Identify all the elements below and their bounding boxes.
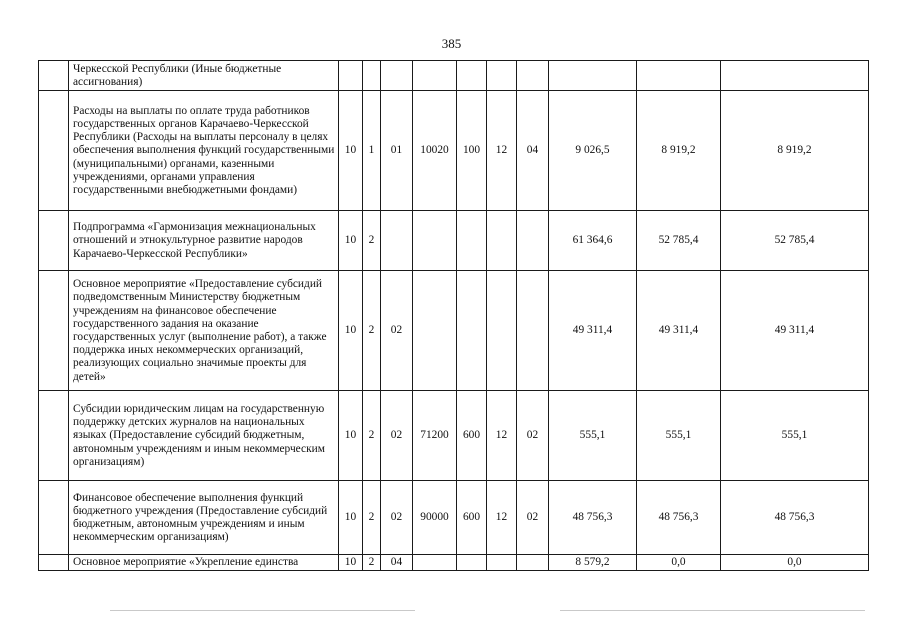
code-cell: 1 [363, 91, 381, 211]
code-cell: 100 [457, 91, 487, 211]
row-marker-cell [39, 555, 69, 571]
code-cell: 2 [363, 391, 381, 481]
amount-cell: 0,0 [721, 555, 869, 571]
code-cell [413, 61, 457, 91]
code-cell [413, 211, 457, 271]
table-row [39, 391, 869, 481]
row-marker-cell [39, 61, 69, 91]
code-cell [339, 61, 363, 91]
code-cell: 2 [363, 481, 381, 555]
code-cell: 600 [457, 391, 487, 481]
code-cell: 12 [487, 91, 517, 211]
description-cell: Субсидии юридическим лицам на государственную поддержку детских журналов на национальных языках (Предоставление субсидий бюджетным, автономным учреждениям и иным некоммерческим организациям) [69, 391, 339, 481]
amount-cell [721, 61, 869, 91]
amount-cell: 52 785,4 [637, 211, 721, 271]
amount-cell: 48 756,3 [637, 481, 721, 555]
code-cell: 2 [363, 211, 381, 271]
code-cell [457, 211, 487, 271]
code-cell: 10 [339, 91, 363, 211]
description-cell: Финансовое обеспечение выполнения функций бюджетного учреждения (Предоставление субсидий бюджетным, автономным учреждениям и иным некоммерческим организациям) [69, 481, 339, 555]
description-cell: Основное мероприятие «Укрепление единства [69, 555, 339, 571]
code-cell: 02 [517, 481, 549, 555]
description-cell: Подпрограмма «Гармонизация межнациональных отношений и этнокультурное развитие народов Карачаево-Черкесской Республики» [69, 211, 339, 271]
amount-cell: 8 919,2 [721, 91, 869, 211]
amount-cell: 0,0 [637, 555, 721, 571]
amount-cell: 9 026,5 [549, 91, 637, 211]
code-cell: 12 [487, 481, 517, 555]
table-row [39, 211, 869, 271]
description-cell: Черкесской Республики (Иные бюджетные ассигнования) [69, 61, 339, 91]
code-cell [517, 211, 549, 271]
amount-cell: 555,1 [549, 391, 637, 481]
amount-cell: 48 756,3 [721, 481, 869, 555]
table-row [39, 61, 869, 91]
amount-cell: 49 311,4 [549, 271, 637, 391]
row-marker-cell [39, 211, 69, 271]
code-cell [413, 271, 457, 391]
code-cell: 01 [381, 91, 413, 211]
amount-cell: 48 756,3 [549, 481, 637, 555]
code-cell: 2 [363, 271, 381, 391]
code-cell: 2 [363, 555, 381, 571]
table-row [39, 91, 869, 211]
code-cell [381, 61, 413, 91]
table-row [39, 481, 869, 555]
amount-cell: 8 919,2 [637, 91, 721, 211]
code-cell [487, 61, 517, 91]
amount-cell: 61 364,6 [549, 211, 637, 271]
code-cell: 04 [517, 91, 549, 211]
code-cell: 02 [381, 271, 413, 391]
code-cell [381, 211, 413, 271]
code-cell: 04 [381, 555, 413, 571]
row-marker-cell [39, 271, 69, 391]
code-cell [487, 271, 517, 391]
row-marker-cell [39, 91, 69, 211]
code-cell [457, 61, 487, 91]
amount-cell: 555,1 [721, 391, 869, 481]
budget-table [38, 60, 869, 571]
code-cell: 71200 [413, 391, 457, 481]
scan-rule-left [110, 610, 415, 611]
scan-rule-right [560, 610, 865, 611]
amount-cell: 49 311,4 [721, 271, 869, 391]
code-cell: 10 [339, 211, 363, 271]
code-cell [413, 555, 457, 571]
code-cell [457, 271, 487, 391]
code-cell: 02 [517, 391, 549, 481]
row-marker-cell [39, 481, 69, 555]
code-cell [487, 555, 517, 571]
page-number: 385 [441, 36, 462, 51]
row-marker-cell [39, 391, 69, 481]
amount-cell: 8 579,2 [549, 555, 637, 571]
amount-cell [637, 61, 721, 91]
table-row [39, 555, 869, 571]
amount-cell: 49 311,4 [637, 271, 721, 391]
code-cell [457, 555, 487, 571]
code-cell [517, 61, 549, 91]
code-cell: 90000 [413, 481, 457, 555]
description-cell: Основное мероприятие «Предоставление субсидий подведомственным Министерству бюджетным учреждениям на финансовое обеспечение государственного задания на оказание государственных услуг (выполнение работ), а также поддержка иных некоммерческих организаций, реализующих социально значимые проекты для детей» [69, 271, 339, 391]
code-cell: 12 [487, 391, 517, 481]
code-cell: 10 [339, 391, 363, 481]
code-cell [487, 211, 517, 271]
description-cell: Расходы на выплаты по оплате труда работников государственных органов Карачаево-Черкесской Республики (Расходы на выплаты персоналу в целях обеспечения выполнения функций государственными (муниципальными) органами, казенными учреждениями, органами управления государственными внебюджетными фондами) [69, 91, 339, 211]
code-cell: 10 [339, 481, 363, 555]
code-cell [517, 555, 549, 571]
amount-cell [549, 61, 637, 91]
code-cell: 10020 [413, 91, 457, 211]
code-cell: 10 [339, 271, 363, 391]
code-cell: 10 [339, 555, 363, 571]
code-cell [363, 61, 381, 91]
code-cell [517, 271, 549, 391]
amount-cell: 52 785,4 [721, 211, 869, 271]
code-cell: 02 [381, 391, 413, 481]
amount-cell: 555,1 [637, 391, 721, 481]
code-cell: 02 [381, 481, 413, 555]
code-cell: 600 [457, 481, 487, 555]
table-row [39, 271, 869, 391]
